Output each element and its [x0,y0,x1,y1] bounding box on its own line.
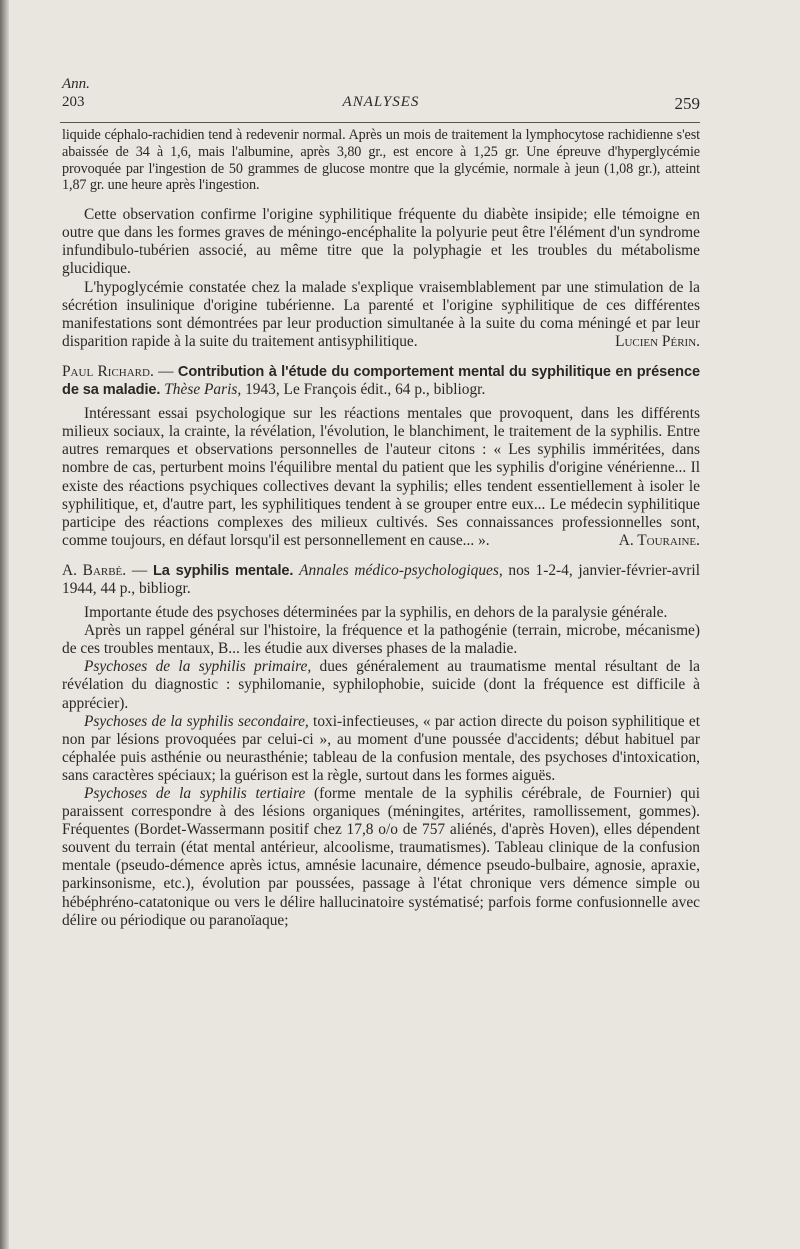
paragraph-continued: liquide céphalo-rachidien tend à redevenir normal. Après un mois de traitement la lymphocytose rachidienne s'est abaissée de 34 à 1,6, mais l'albumine, après 3,80 gr., est encore à 1,25 gr. Une épreuve d'hyperglycémie provoquée par l'ingestion de 50 grammes de glucose montre que la glycémie, normale à jeun (1,08 gr.), atteint 1,87 gr. une heure après l'ingestion. [62,127,700,194]
entry1-source: Thèse Paris, [164,381,242,399]
entry2-p4-text: toxi-infectieuses, « par action directe du poison syphilitique et non par lésions provoquées par celui-ci », au moment d'une poussée d'accidents; début habituel par céphalée puis asthénie ou neurasthénie; tableau de la confusion mentale, des psychoses d'intoxication, sans caractères spéciaux; la guérison est la règle, surtout dans les formes aiguës. [62,712,700,784]
entry2-author: A. Barbé. [62,561,127,579]
entry2-source: Annales médico-psychologiques, [299,561,503,579]
entry1-details: 1943, Le François édit., 64 p., bibliogr. [241,381,486,399]
entry2-p5-head: Psychoses de la syphilis tertiaire [84,785,306,802]
entry2-details: nos 1-2-4, janvier-février-avril 1944, 44 p., bibliogr. [62,561,700,597]
signature-touraine: A. Touraine. [618,531,700,549]
signature-perin: Lucien Périn. [615,332,700,350]
header-title: ANALYSES [342,94,420,110]
paragraph-observation: Cette observation confirme l'origine syphilitique fréquente du diabète insipide; elle témoigne en outre que dans les formes graves de méningo-encéphalite la polyurie peut être l'élément d'un syndrome infundibulo-tubérien associé, au même titre que la polyphagie et les troubles du métabolisme glucidique. [62,206,700,278]
header-rule [60,122,700,123]
entry1-text-body: Intéressant essai psychologique sur les réactions mentales que provoquent, dans les différents milieux sociaux, la crainte, la révélation, l'évolution, le blanchiment, le traitement de la syphilis. Entre autres remarques et observations personnelles de l'auteur citons : « Les syphilis imméritées, dans nombre de cas, perturbent moins l'équilibre mental du patient que les syphilis d'origine vénérienne... Il existe des réactions psychiques collectives devant la syphilis; elles tendent essentiellement à isoler le syphilitique, et, d'autre part, les syphilitiques tendent à se grouper entre eux... Le médecin syphilitique participe des réactions complexes des milieux cultivés. Ses connaissances professionnelles sont, comme toujours, en défaut lorsqu'il est personnellement en cause... ». [62,405,700,549]
entry2-paragraph-3 [62,658,700,712]
header-left-number: 203 [62,94,85,110]
entry1-title: Contribution à l'étude du comportement mental du syphilitique en présence de sa maladie. [62,363,700,399]
page-number: 259 [674,94,700,113]
entry2-p3-text: dues généralement au traumatisme mental résultant de la révélation du diagnostic : syphilomanie, syphilophobie, suicide (dont la fréquence est difficile à apprécier). [62,658,700,712]
entry1-author: Paul Richard. [62,362,154,380]
header-ann: Ann. [62,76,90,92]
entry2-paragraph-5 [62,785,700,930]
entry1-dash: — [153,362,178,380]
running-head [62,74,700,126]
book-spine-shadow [0,0,9,1249]
paragraph-hypoglycemia-text: L'hypoglycémie constatée chez la malade s'explique vraisemblablement par une stimulation de la sécrétion insulinique d'origine tubérienne. La parenté et l'origine syphilitique de ces différentes manifestations sont démontrées par leur production simultanée à la suite du coma méningé et par leur disparition rapide à la suite du traitement antisyphilitique. [62,278,700,350]
entry2-dash: — [126,561,153,579]
entry2-heading [62,562,700,598]
entry2-paragraph-4 [62,713,700,785]
entry2-p4-head: Psychoses de la syphilis secondaire, [84,712,309,730]
entry2-paragraph-1: Importante étude des psychoses déterminées par la syphilis, en dehors de la paralysie générale. [84,604,668,622]
entry2-p5-text: (forme mentale de la syphilis cérébrale, de Fournier) qui paraissent correspondre à des lésions organiques (méningites, artérites, ramollissement, gommes). Fréquentes (Bordet-Wassermann positif chez 17,8 o/o de 757 aliénés, d'après Hoven), elles dépendent souvent du terrain (état mental antérieur, alcoolisme, traumatismes). Tableau clinique de la confusion mentale (pseudo-démence après ictus, amnésie lacunaire, démence pseudo-bulbaire, agnosie, apraxie, parkinsonisme, etc.), évolution par poussées, passage à l'état chronique vers démence simple ou hébéphréno-catatonique ou vers le délire hallucinatoire systématisé; parfois forme confusionnelle avec délire ou périodique ou paranoïaque; [62,785,700,929]
entry1-text [62,405,700,550]
paragraph-hypoglycemia [62,279,700,351]
entry2-paragraph-2: Après un rappel général sur l'histoire, la fréquence et la pathogénie (terrain, microbe, mécanisme) de ces troubles mentaux, B... les étudie aux diverses phases de la maladie. [62,622,700,658]
entry2-title: La syphilis mentale. [152,562,294,579]
page-body [62,127,700,930]
entry1-heading [62,363,700,399]
entry2-p3-head: Psychoses de la syphilis primaire, [84,658,312,676]
